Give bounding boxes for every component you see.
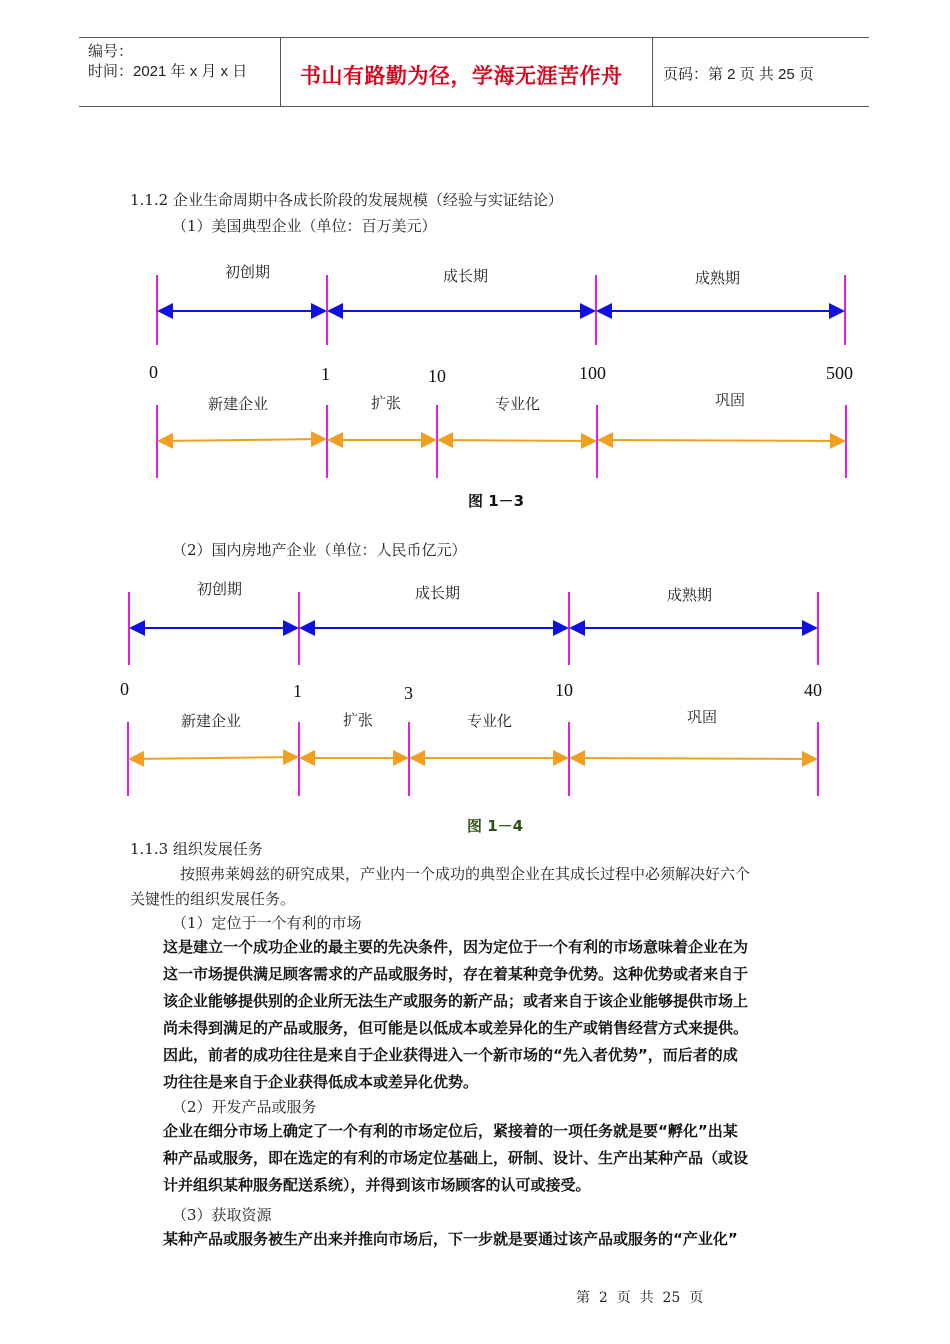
item-title: （1）定位于一个有利的市场	[172, 914, 362, 932]
stage-label: 成长期	[415, 584, 461, 602]
phase-arrow	[159, 439, 325, 441]
item-paragraph	[163, 934, 823, 1096]
paragraph-line: 该企业能够提供别的企业所无法生产或服务的新产品；或者来自于该企业能够提供市场上	[163, 992, 749, 1010]
tick-label: 500	[826, 363, 853, 383]
tick-label: 1	[293, 681, 302, 701]
phase-label: 专业化	[467, 712, 513, 730]
tick-label: 0	[149, 362, 158, 382]
item-title: （3）获取资源	[172, 1206, 272, 1224]
stage-label: 初创期	[197, 580, 243, 598]
paragraph-line: 功往往是来自于企业获得低成本或差异化优势。	[163, 1073, 479, 1091]
paragraph-line: 计并组织某种服务配送系统），并得到该市场顾客的认可或接受。	[163, 1176, 591, 1194]
figure-caption: 图 1－4	[467, 817, 524, 835]
phase-arrow	[571, 758, 816, 759]
tick-label: 0	[120, 679, 129, 699]
stage-label: 初创期	[225, 263, 271, 281]
tick-label: 3	[404, 683, 413, 703]
phase-label: 巩固	[715, 391, 746, 409]
number-label: 编号：	[88, 43, 134, 60]
phase-label: 新建企业	[208, 395, 269, 413]
subheading-cn: （2）国内房地产企业（单位：人民币亿元）	[172, 541, 467, 559]
tick-label: 1	[321, 364, 330, 384]
stage-label: 成熟期	[695, 269, 741, 287]
phase-arrow	[599, 440, 844, 441]
phase-label: 扩张	[371, 394, 402, 412]
paragraph-line: 这一市场提供满足顾客需求的产品或服务时，存在着某种竞争优势。这种优势或者来自于	[163, 965, 749, 983]
paragraph-line: 某种产品或服务被生产出来并推向市场后，下一步就是要通过该产品或服务的“产业化”	[163, 1230, 738, 1248]
tick-label: 10	[428, 366, 446, 386]
phase-label: 巩固	[687, 708, 718, 726]
subheading-us: （1）美国典型企业（单位：百万美元）	[172, 217, 437, 235]
item-title: （2）开发产品或服务	[172, 1098, 317, 1116]
figure-caption: 图 1－3	[468, 492, 525, 510]
paragraph-line: 因此，前者的成功往往是来自于企业获得进入一个新市场的“先入者优势”，而后者的成	[163, 1046, 738, 1064]
section-heading: 1.1.2 企业生命周期中各成长阶段的发展规模（经验与实证结论）	[130, 191, 563, 209]
tick-label: 40	[804, 680, 822, 700]
phase-arrow	[130, 757, 297, 759]
intro-line: 按照弗莱姆兹的研究成果，产业内一个成功的典型企业在其成长过程中必须解决好六个	[180, 865, 751, 883]
motto: 书山有路勤为径，学海无涯苦作舟	[300, 64, 623, 88]
section-heading: 1.1.3 组织发展任务	[130, 840, 263, 858]
page-footer: 第 2 页 共 25 页	[576, 1290, 704, 1306]
intro-line: 关键性的组织发展任务。	[130, 890, 296, 908]
stage-label: 成长期	[443, 267, 489, 285]
paragraph-line: 企业在细分市场上确定了一个有利的市场定位后，紧接着的一项任务就是要“孵化”出某	[163, 1122, 738, 1140]
time-label: 时间：2021 年 x 月 x 日	[88, 63, 248, 80]
paragraph-line: 这是建立一个成功企业的最主要的先决条件，因为定位于一个有利的市场意味着企业在为	[163, 938, 749, 956]
phase-arrow	[439, 440, 595, 441]
tick-label: 100	[579, 363, 606, 383]
phase-label: 专业化	[495, 395, 541, 413]
item-paragraph	[163, 1226, 823, 1253]
item-paragraph	[163, 1118, 823, 1199]
paragraph-line: 种产品或服务，即在选定的有利的市场定位基础上，研制、设计、生产出某种产品（或设	[163, 1149, 749, 1167]
phase-label: 新建企业	[181, 712, 242, 730]
phase-label: 扩张	[343, 711, 374, 729]
stage-label: 成熟期	[667, 586, 713, 604]
page-label: 页码：第 2 页 共 25 页	[663, 66, 814, 83]
paragraph-line: 尚未得到满足的产品或服务，但可能是以低成本或差异化的生产或销售经营方式来提供。	[163, 1019, 749, 1037]
tick-label: 10	[555, 680, 573, 700]
